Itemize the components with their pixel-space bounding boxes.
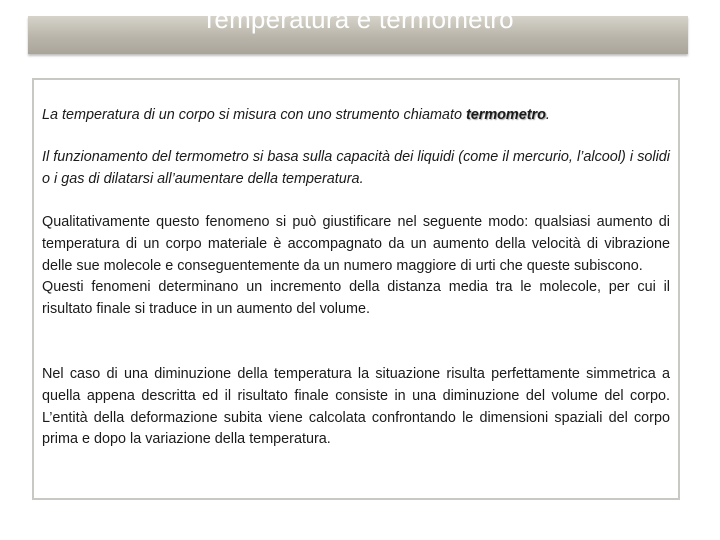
paragraph-qualitativamente-a: Qualitativamente questo fenomeno si può giustificare nel seguente modo: qualsiasi aumento di temperatura di un corpo materiale è accompagnato da un aumento della velocità di vibrazione delle sue molecole e conseguentemente da un numero maggiore di urti che queste subiscono. — [42, 214, 670, 274]
paragraph-qualitativamente — [42, 212, 670, 321]
term-termometro: termometro — [465, 107, 546, 123]
paragraph-funzionamento: Il funzionamento del termometro si basa sulla capacità dei liquidi (come il mercurio, l’alcool) i solidi o i gas di dilatarsi all’aumentare della temperatura. — [42, 149, 670, 187]
intro-end: . — [545, 107, 550, 123]
intro-text: La temperatura di un corpo si misura con uno strumento chiamato — [42, 107, 466, 123]
paragraph-intro — [42, 105, 670, 127]
slide-title: Temperatura e termometro — [201, 4, 514, 34]
paragraph-qualitativamente-b: Questi fenomeni determinano un incremento della distanza media tra le molecole, per cui il risultato finale si traduce in un aumento del volume. — [42, 279, 670, 318]
paragraph-diminuzione: Nel caso di una diminuzione della temperatura la situazione risulta perfettamente simmetrica a quella appena descritta ed il risultato finale consiste in una diminuzione del volume del corpo. L’entità della deformazione subita viene calcolata confrontando le dimensioni spaziali del corpo prima e dopo la variazione della temperatura. — [42, 366, 670, 448]
